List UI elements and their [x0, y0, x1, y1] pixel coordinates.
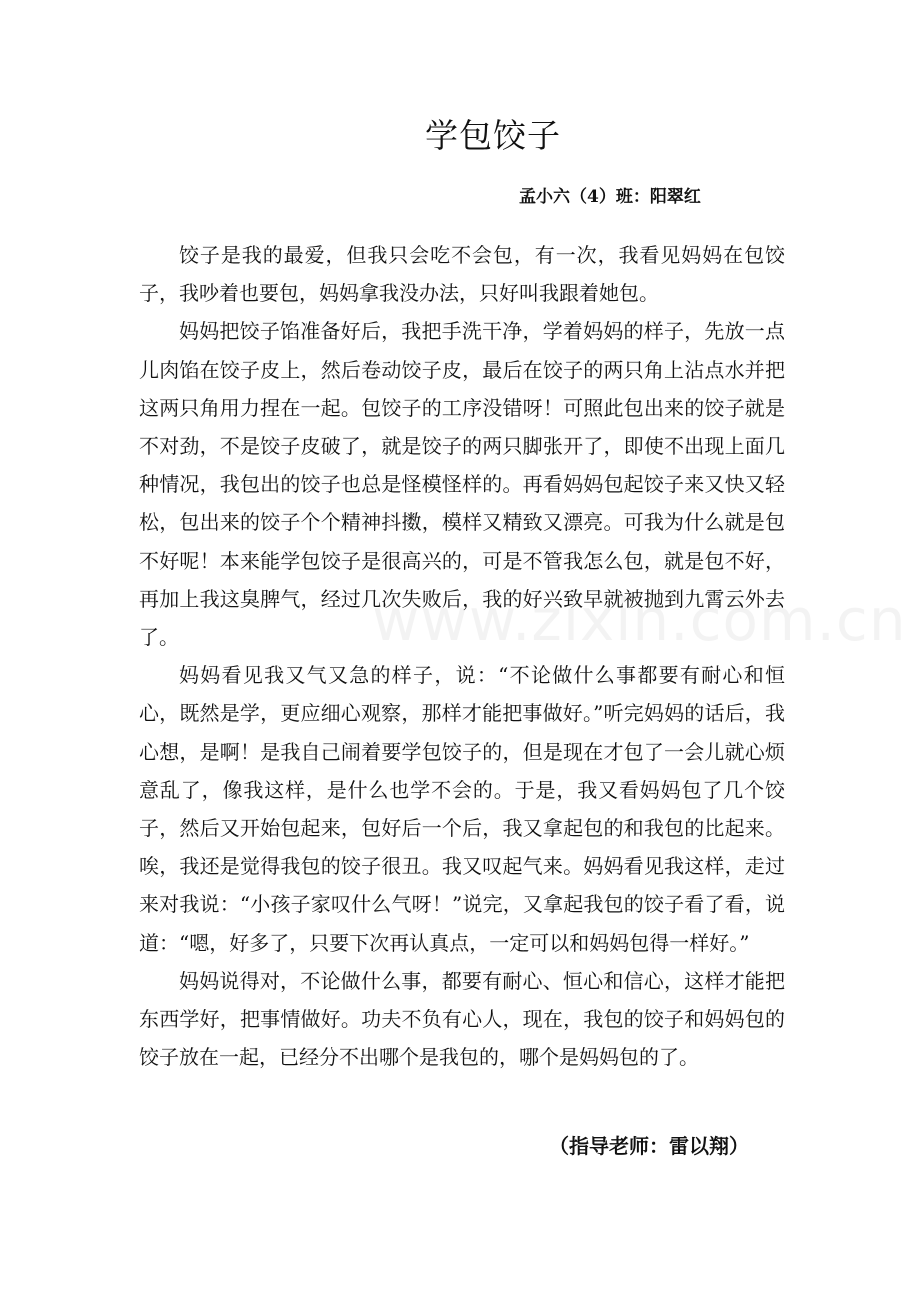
essay-body — [139, 236, 785, 1076]
author-byline: 孟小六（4）班：阳翠红 — [519, 187, 701, 207]
paragraph-3: 妈妈看见我又气又急的样子，说：“不论做什么事都要有耐心和恒心，既然是学，更应细心观察，那样才能把事做好。”听完妈妈的话后，我心想，是啊！是我自己闹着要学包饺子的，但是现在才包了一会儿就心烦意乱了，像我这样，是什么也学不会的。于是，我又看妈妈包了几个饺子，然后又开始包起来，包好后一个后，我又拿起包的和我包的比起来。唉，我还是觉得我包的饺子很丑。我又叹起气来。妈妈看见我这样，走过来对我说：“小孩子家叹什么气呀！”说完，又拿起我包的饺子看了看，说道：“嗯，好多了，只要下次再认真点，一定可以和妈妈包得一样好。” — [139, 663, 785, 955]
teacher-credit: （指导老师：雷以翔） — [549, 1134, 749, 1158]
paragraph-1: 饺子是我的最爱，但我只会吃不会包，有一次，我看见妈妈在包饺子，我吵着也要包，妈妈拿我没办法，只好叫我跟着她包。 — [139, 243, 785, 306]
paragraph-2: 妈妈把饺子馅准备好后，我把手洗干净，学着妈妈的样子，先放一点儿肉馅在饺子皮上，然后卷动饺子皮，最后在饺子的两只角上沾点水并把这两只角用力捏在一起。包饺子的工序没错呀！可照此包出来的饺子就是不对劲，不是饺子皮破了，就是饺子的两只脚张开了，即使不出现上面几种情况，我包出的饺子也总是怪模怪样的。再看妈妈包起饺子来又快又轻松，包出来的饺子个个精神抖擞，模样又精致又漂亮。可我为什么就是包不好呢！本来能学包饺子是很高兴的，可是不管我怎么包，就是包不好，再加上我这臭脾气，经过几次失败后，我的好兴致早就被抛到九霄云外去了。 — [139, 319, 785, 650]
paragraph-4: 妈妈说得对，不论做什么事，都要有耐心、恒心和信心，这样才能把东西学好，把事情做好。功夫不负有心人，现在，我包的饺子和妈妈包的饺子放在一起，已经分不出哪个是我包的，哪个是妈妈包的了。 — [139, 968, 785, 1070]
essay-title: 学包饺子 — [425, 116, 561, 155]
